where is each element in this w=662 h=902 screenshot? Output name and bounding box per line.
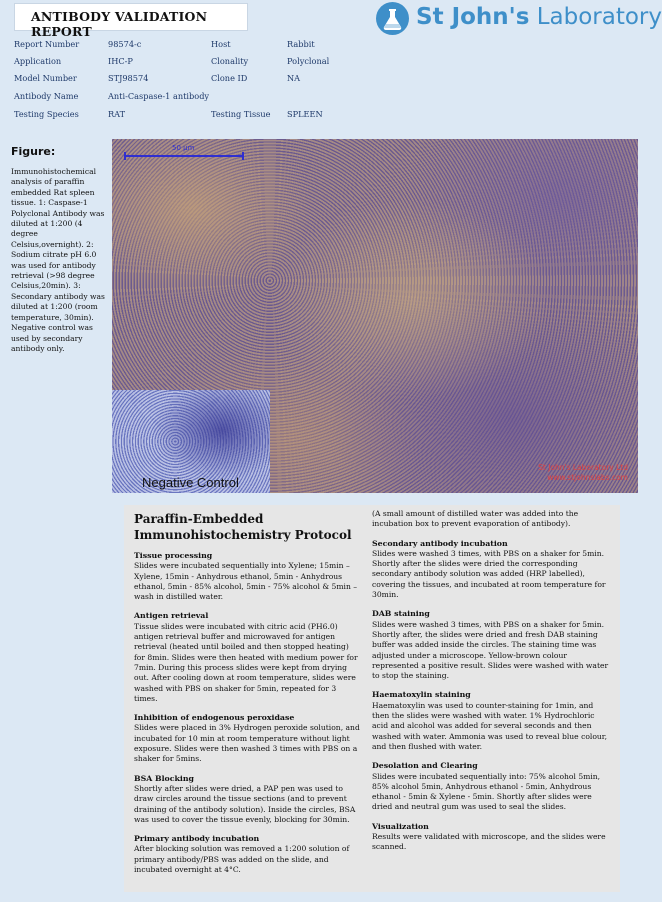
protocol-step-heading: Inhibition of endogenous peroxidase xyxy=(134,713,295,723)
report-label-1: Report Number xyxy=(14,39,80,49)
protocol-step-text: Slides were incubated sequentially into: 75% alcohol 5min, 85% alcohol 5min, Anhydrous ethanol - 5min, Anhydrous ethanol - 5min & Xylene - 5min. Shortly after slides were dried and neutral gum was used to seal the slides. xyxy=(372,771,601,812)
report-value-1: Rabbit xyxy=(287,39,315,49)
protocol-step-heading: Visualization xyxy=(372,821,429,831)
protocol-step-heading: BSA Blocking xyxy=(134,773,194,783)
protocol-step-heading: Primary antibody incubation xyxy=(134,834,260,844)
company-logo xyxy=(376,0,662,38)
protocol-panel xyxy=(124,505,620,892)
report-label-5: Testing Tissue xyxy=(211,109,271,119)
figure-caption: Immunohistochemical analysis of paraffin embedded Rat spleen tissue. 1: Caspase-1 Polyclonal Antibody was diluted at 1:200 (4 degree Celsius,overnight). 2: Sodium citrate pH 6.0 was used for antibody retrieval (>98 degree Celsius,20min). 3: Secondary antibody was diluted at 1:200 (room temperature, 30min). Negative control was used by secondary antibody only. xyxy=(11,167,105,353)
report-value-4: Anti-Caspase-1 antibody xyxy=(108,91,210,101)
report-label-5: Testing Species xyxy=(14,109,79,119)
scale-bar xyxy=(124,155,244,157)
protocol-step-text: Slides were washed 3 times, with PBS on a shaker for 5min. Shortly after, the slides were dried and fresh DAB staining buffer was added inside the circles. The staining time was adjusted under a microscope. Yellow-brown colour represented a positive result. Slides were washed with water to stop the staining. xyxy=(372,619,609,681)
protocol-intro: (A small amount of distilled water was added into the incubation box to prevent evaporation of antibody). xyxy=(372,509,579,529)
flask-logo-icon xyxy=(376,2,409,35)
report-title: ANTIBODY VALIDATION REPORT xyxy=(31,9,208,39)
protocol-step-text: Shortly after slides were dried, a PAP pen was used to draw circles around the tissue sections (and to prevent draining of the antibody solution). Inside the circles, BSA was used to cover the tissue evenly, blocking for 30min. xyxy=(134,783,356,824)
report-value-3: STJ98574 xyxy=(108,73,149,83)
report-value-3: NA xyxy=(287,73,301,83)
protocol-step-text: Slides were placed in 3% Hydrogen peroxide solution, and incubated for 10 min at room temperature without light exposure. Slides were then washed 3 times with PBS on a shaker for 5mins. xyxy=(134,723,360,764)
report-value-1: 98574-c xyxy=(108,39,142,49)
logo-wordmark: St John's Laboratory xyxy=(416,4,662,30)
report-value-5: SPLEEN xyxy=(287,109,323,119)
protocol-step-heading: Antigen retrieval xyxy=(134,611,209,621)
protocol-step-heading: DAB staining xyxy=(372,609,430,619)
report-label-3: Model Number xyxy=(14,73,77,83)
protocol-heading: Paraffin-Embedded Immunohistochemistry Protocol xyxy=(134,512,352,542)
report-label-1: Host xyxy=(211,39,231,49)
negative-control-label: Negative Control xyxy=(142,475,239,490)
protocol-step-text: Haematoxylin was used to counter-staining for 1min, and then the slides were washed with water. 1% Hydrochloric acid and alcohol was added for several seconds and then washed with water. Ammonia was used to reveal blue colour, and then flushed with water. xyxy=(372,700,608,751)
protocol-left-column xyxy=(134,551,362,884)
negative-control-image xyxy=(112,390,270,493)
image-watermark: St John's Laboratory Ltd www.stjohnslabs.com xyxy=(538,463,628,482)
report-value-5: RAT xyxy=(108,109,126,119)
report-label-2: Clonality xyxy=(211,56,249,66)
protocol-step-text: Slides were incubated sequentially into Xylene; 15min – Xylene, 15min - Anhydrous ethanol, 5min - Anhydrous ethanol, 5min - 85% alcohol, 5min - 75% alcohol & 5min – wash in distilled water. xyxy=(134,561,358,602)
report-label-4: Antibody Name xyxy=(14,91,79,101)
report-value-2: Polyclonal xyxy=(287,56,330,66)
protocol-step-text: After blocking solution was removed a 1:200 solution of primary antibody/PBS was added on the slide, and incubated overnight at 4°C. xyxy=(134,844,350,875)
protocol-step-text: Results were validated with microscope, and the slides were scanned. xyxy=(372,832,606,852)
report-label-3: Clone ID xyxy=(211,73,248,83)
protocol-step-heading: Tissue processing xyxy=(134,551,213,560)
scale-label: 50 µm xyxy=(172,144,195,152)
protocol-step-heading: Secondary antibody incubation xyxy=(372,538,508,548)
report-value-2: IHC-P xyxy=(108,56,133,66)
protocol-step-text: Tissue slides were incubated with citric acid (PH6.0) antigen retrieval buffer and microwaved for antigen retrieval (heated until boiled and then stopped heating) for 8min. Slides were then heated with medium power for 7min. During this process slides were kept from drying out. After cooling down at room temperature, slides were washed with PBS on shaker for 5min, repeated for 3 times. xyxy=(134,621,358,703)
protocol-step-heading: Desolation and Clearing xyxy=(372,761,478,771)
protocol-right-column xyxy=(372,509,612,862)
protocol-step-text: Slides were washed 3 times, with PBS on a shaker for 5min. Shortly after the slides were dried the corresponding secondary antibody solution was added (HRP labelled), covering the tissues, and incubated at room temperature for 30min. xyxy=(372,548,606,600)
report-label-2: Application xyxy=(14,56,62,66)
report-title-box xyxy=(14,3,248,39)
figure-title: Figure: xyxy=(11,145,56,158)
protocol-step-heading: Haematoxylin staining xyxy=(372,690,471,700)
